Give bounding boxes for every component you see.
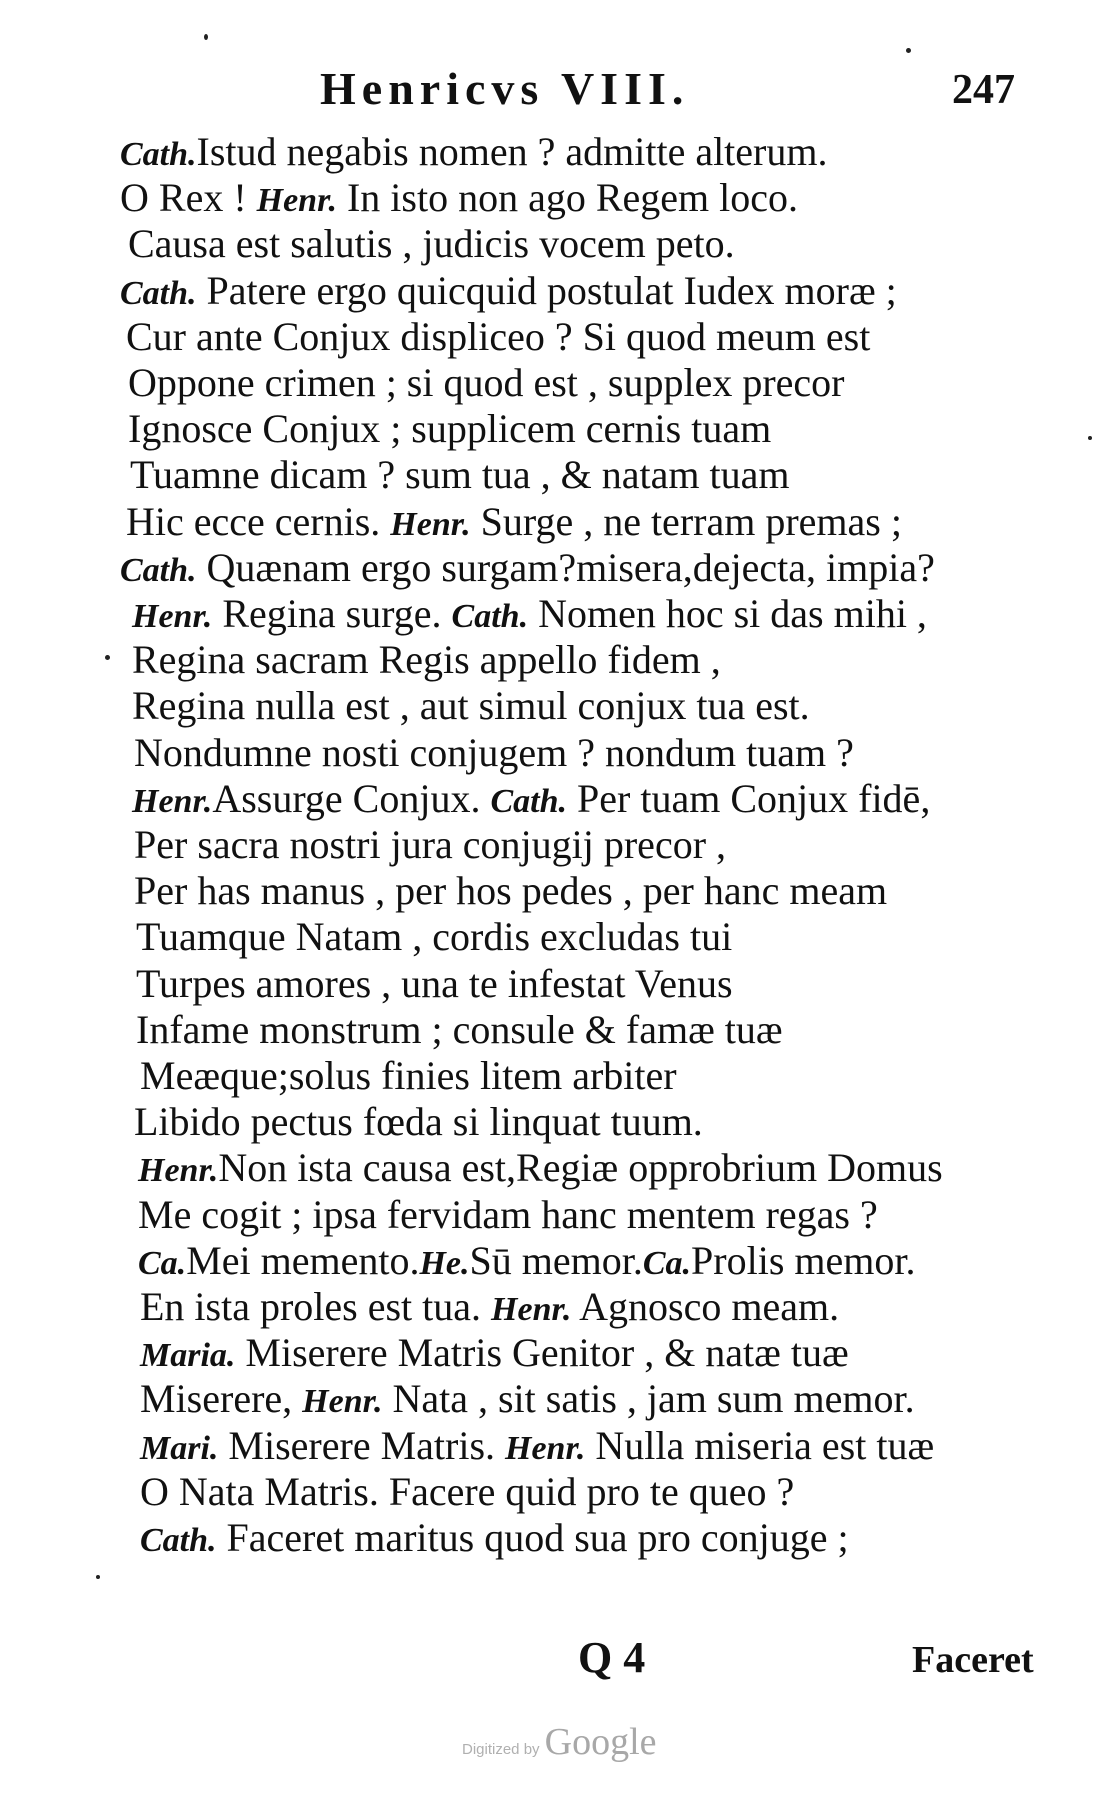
verse-text: Istud negabis nomen ? admitte alterum. — [196, 129, 828, 174]
verse-text: Agnosco meam. — [571, 1284, 840, 1329]
verse-line — [134, 821, 726, 869]
verse-line — [136, 960, 733, 1008]
watermark-brand: Google — [544, 1721, 657, 1763]
verse-line — [120, 128, 827, 176]
verse-text: Turpes amores , una te infestat Venus — [136, 961, 733, 1006]
speaker-name: Cath. — [451, 598, 529, 635]
verse-line — [128, 405, 771, 453]
verse-text: Regina nulla est , aut simul conjux tua est. — [132, 683, 810, 728]
verse-text: In isto non ago Regem loco. — [336, 175, 798, 220]
speaker-name: He. — [419, 1245, 470, 1282]
verse-text: Meæque;solus finies litem arbiter — [140, 1053, 677, 1098]
speaker-name: Henr. — [505, 1430, 586, 1467]
verse-line — [128, 359, 845, 407]
ink-speck — [906, 48, 911, 53]
speaker-name: Ca. — [642, 1245, 692, 1282]
speaker-name: Cath. — [490, 783, 568, 820]
verse-line — [134, 867, 887, 915]
speaker-name: Cath. — [140, 1522, 217, 1559]
verse-line — [134, 1098, 703, 1146]
verse-line — [140, 1514, 849, 1562]
verse-line — [120, 267, 897, 315]
verse-line — [138, 1237, 916, 1285]
verse-text: Mei memento. — [186, 1238, 420, 1283]
speaker-name: Henr. — [138, 1152, 219, 1189]
verse-text: Patere ergo quicquid postulat Iudex moræ ; — [196, 268, 897, 313]
ink-speck — [105, 655, 110, 660]
verse-text: Hic ecce cernis. — [126, 499, 391, 544]
verse-line — [126, 313, 870, 361]
verse-text: Infame monstrum ; consule & famæ tuæ — [136, 1007, 783, 1052]
verse-text: Tuamne dicam ? sum tua , & natam tuam — [130, 452, 790, 497]
verse-line — [140, 1052, 677, 1100]
verse-text: Nata , sit satis , jam sum memor. — [382, 1376, 915, 1421]
verse-line — [138, 1144, 943, 1192]
verse-line — [136, 913, 732, 961]
verse-text: Tuamque Natam , cordis excludas tui — [136, 914, 733, 959]
verse-text: Regina sacram Regis appello fidem , — [132, 637, 721, 682]
ink-speck — [204, 34, 208, 40]
verse-text: En ista proles est tua. — [140, 1284, 492, 1329]
speaker-name: Ca. — [138, 1245, 187, 1282]
digitization-watermark — [462, 1720, 657, 1764]
speaker-name: Henr. — [302, 1383, 383, 1420]
catchword: Faceret — [912, 1639, 1034, 1681]
verse-line — [132, 636, 721, 684]
speaker-name: Henr. — [491, 1291, 572, 1328]
signature-mark: Q 4 — [578, 1633, 646, 1682]
verse-text: Nondumne nosti conjugem ? nondum tuam ? — [134, 730, 854, 775]
verse-text: Faceret maritus quod sua pro conjuge ; — [216, 1515, 849, 1560]
verse-line — [134, 729, 854, 777]
verse-text: O Nata Matris. Facere quid pro te queo ? — [140, 1469, 795, 1514]
verse-line — [126, 498, 902, 546]
verse-line — [128, 220, 735, 268]
verse-text: Non ista causa est,Regiæ opprobrium Domus — [218, 1145, 943, 1190]
verse-line — [120, 544, 935, 592]
verse-line — [140, 1422, 934, 1470]
verse-line — [140, 1329, 849, 1377]
verse-line — [130, 451, 790, 499]
verse-text: Per tuam Conjux fidē, — [567, 776, 931, 821]
speaker-name: Henr. — [132, 783, 213, 820]
verse-text: Oppone crimen ; si quod est , supplex precor — [128, 360, 845, 405]
speaker-name: Henr. — [256, 182, 337, 219]
verse-text: Regina surge. — [212, 591, 452, 636]
verse-text: Cur ante Conjux displiceo ? Si quod meum est — [126, 314, 871, 359]
watermark-prefix: Digitized by — [462, 1741, 540, 1758]
verse-line — [138, 1191, 878, 1239]
verse-line — [132, 775, 930, 823]
verse-text: Surge , ne terram premas ; — [470, 499, 902, 544]
verse-text: Miserere Matris. — [218, 1423, 506, 1468]
speaker-name: Cath. — [120, 275, 197, 312]
speaker-name: Henr. — [390, 506, 471, 543]
verse-line — [136, 1006, 783, 1054]
verse-text: Ignosce Conjux ; supplicem cernis tuam — [128, 406, 772, 451]
ink-speck — [1088, 436, 1092, 440]
verse-text: Quænam ergo surgam?misera,dejecta, impia? — [196, 545, 935, 590]
verse-text: Causa est salutis , judicis vocem peto. — [128, 221, 735, 266]
verse-line — [132, 590, 927, 638]
verse-line — [132, 682, 810, 730]
verse-text: Per has manus , per hos pedes , per hanc meam — [134, 868, 888, 913]
verse-line — [140, 1468, 794, 1516]
verse-text: Nomen hoc si das mihi , — [528, 591, 927, 636]
speaker-name: Henr. — [132, 598, 213, 635]
verse-text: Per sacra nostri jura conjugij precor , — [134, 822, 727, 867]
verse-text: Assurge Conjux. — [212, 776, 491, 821]
verse-line — [140, 1283, 839, 1331]
speaker-name: Mari. — [140, 1430, 219, 1467]
speaker-name: Cath. — [120, 136, 197, 173]
speaker-name: Maria. — [140, 1337, 236, 1374]
verse-text: Sū memor. — [469, 1238, 643, 1283]
verse-line — [120, 174, 798, 222]
page-number: 247 — [952, 67, 1015, 113]
speaker-name: Cath. — [120, 552, 197, 589]
verse-text: Me cogit ; ipsa fervidam hanc mentem regas ? — [138, 1192, 878, 1237]
ink-speck — [96, 1575, 100, 1579]
verse-text: O Rex ! — [120, 175, 257, 220]
verse-text: Prolis memor. — [691, 1238, 916, 1283]
verse-text: Libido pectus fœda si linquat tuum. — [134, 1099, 703, 1144]
verse-text: Miserere, — [140, 1376, 303, 1421]
verse-line — [140, 1375, 915, 1423]
verse-text: Nulla miseria est tuæ — [585, 1423, 935, 1468]
running-title: Henricvs VIII. — [320, 63, 690, 114]
verse-text: Miserere Matris Genitor , & natæ tuæ — [235, 1330, 849, 1375]
